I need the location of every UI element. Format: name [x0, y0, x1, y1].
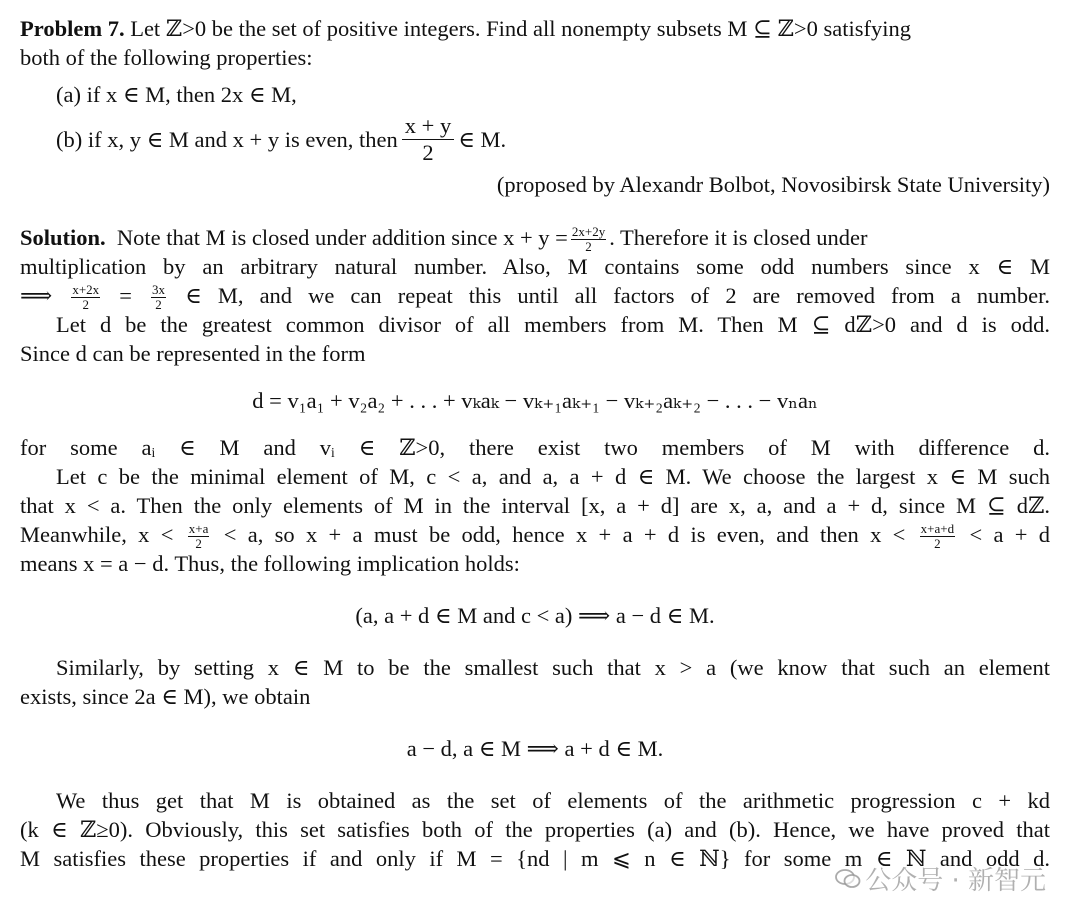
solution-line-6: for some aᵢ ∈ M and vᵢ ∈ ℤ>0, there exist two members of M with difference d. [20, 435, 1050, 460]
property-b [20, 110, 1050, 168]
solution-line-5: Since d can be represented in the form [20, 341, 366, 366]
solution-line-1: Solution. Note that M is closed under addition since x + y = $\frac{2x+2y}{2}$ . Therefore it is closed under [20, 224, 868, 255]
solution-line-11: Similarly, by setting x ∈ M to be the smallest such that x > a (we know that such an element [56, 655, 1050, 680]
document-page [20, 14, 1050, 873]
equation-implication-2: a − d, a ∈ M ⟹ a + d ∈ M. [406, 736, 664, 761]
watermark [835, 860, 1046, 897]
solution-heading: Solution. [20, 225, 106, 250]
property-b-fraction [402, 113, 454, 166]
fraction-x-a: $\frac{x+a}{2}$ [188, 521, 209, 552]
problem-credit: (proposed by Alexandr Bolbot, Novosibirsk State University) [496, 172, 1050, 197]
wechat-icon [835, 868, 861, 890]
solution-line-2: multiplication by an arbitrary natural number. Also, M contains some odd numbers since x ∈ M [20, 254, 1050, 279]
property-b-numerator: x + y [402, 113, 454, 140]
solution-line-3: ⟹ $\frac{x+2x}{2}$ = $\frac{3x}{2}$ ∈ M, and we can repeat this until all factors of 2 are removed from a number. [20, 282, 1051, 313]
problem-intro-1: Let ℤ>0 be the set of positive integers. Find all nonempty subsets M ⊆ ℤ>0 satisfying [130, 16, 911, 41]
solution-line-14: (k ∈ ℤ≥0). Obviously, this set satisfies both of the properties (a) and (b). Hence, we have proved that [20, 817, 1050, 842]
property-b-denominator: 2 [422, 139, 434, 165]
equation-gcd-representation: d = v₁a₁ + v₂a₂ + . . . + vₖaₖ − vₖ₊₁aₖ₊₁ − vₖ₊₂aₖ₊₂ − . . . − vₙaₙ [252, 388, 818, 413]
solution-line-10: means x = a − d. Thus, the following implication holds: [20, 551, 520, 576]
problem-intro-2: both of the following properties: [20, 45, 313, 70]
fraction-2x-2y: $\frac{2x+2y}{2}$ [571, 224, 606, 255]
property-b-right: ∈ M. [458, 126, 507, 152]
property-a: (a) if x ∈ M, then 2x ∈ M, [56, 82, 297, 107]
fraction-x-2x: $\frac{x+2x}{2}$ [72, 282, 100, 313]
watermark-label: 公众号 · 新智元 [865, 866, 1046, 896]
solution-line-4: Let d be the greatest common divisor of all members from M. Then M ⊆ dℤ>0 and d is odd. [56, 312, 1050, 337]
equation-implication-1: (a, a + d ∈ M and c < a) ⟹ a − d ∈ M. [355, 603, 715, 628]
solution-line-8: that x < a. Then the only elements of M in the interval [x, a + d] are x, a, and a + d, since M ⊆ dℤ. [20, 493, 1050, 518]
solution-line-9: Meanwhile, x < $\frac{x+a}{2}$ < a, so x + a must be odd, hence x + a + d is even, and then x < $\frac{x+a+d}{2}$ < a + d [20, 521, 1051, 552]
problem-heading: Problem 7. [20, 16, 125, 41]
problem-line-1 [20, 14, 1050, 43]
fraction-x-a-d: $\frac{x+a+d}{2}$ [920, 521, 955, 552]
solution-line-7: Let c be the minimal element of M, c < a, and a, a + d ∈ M. We choose the largest x ∈ M such [56, 464, 1050, 489]
solution-line-15: M satisfies these properties if and only if M = {nd | m ⩽ n ∈ ℕ} for some m ∈ ℕ and odd d. [20, 846, 1050, 871]
solution-line-13: We thus get that M is obtained as the set of elements of the arithmetic progression c + kd [56, 788, 1050, 813]
fraction-3x: $\frac{3x}{2}$ [152, 282, 166, 313]
property-b-left: (b) if x, y ∈ M and x + y is even, then [56, 126, 398, 152]
solution-line-12: exists, since 2a ∈ M), we obtain [20, 684, 311, 709]
